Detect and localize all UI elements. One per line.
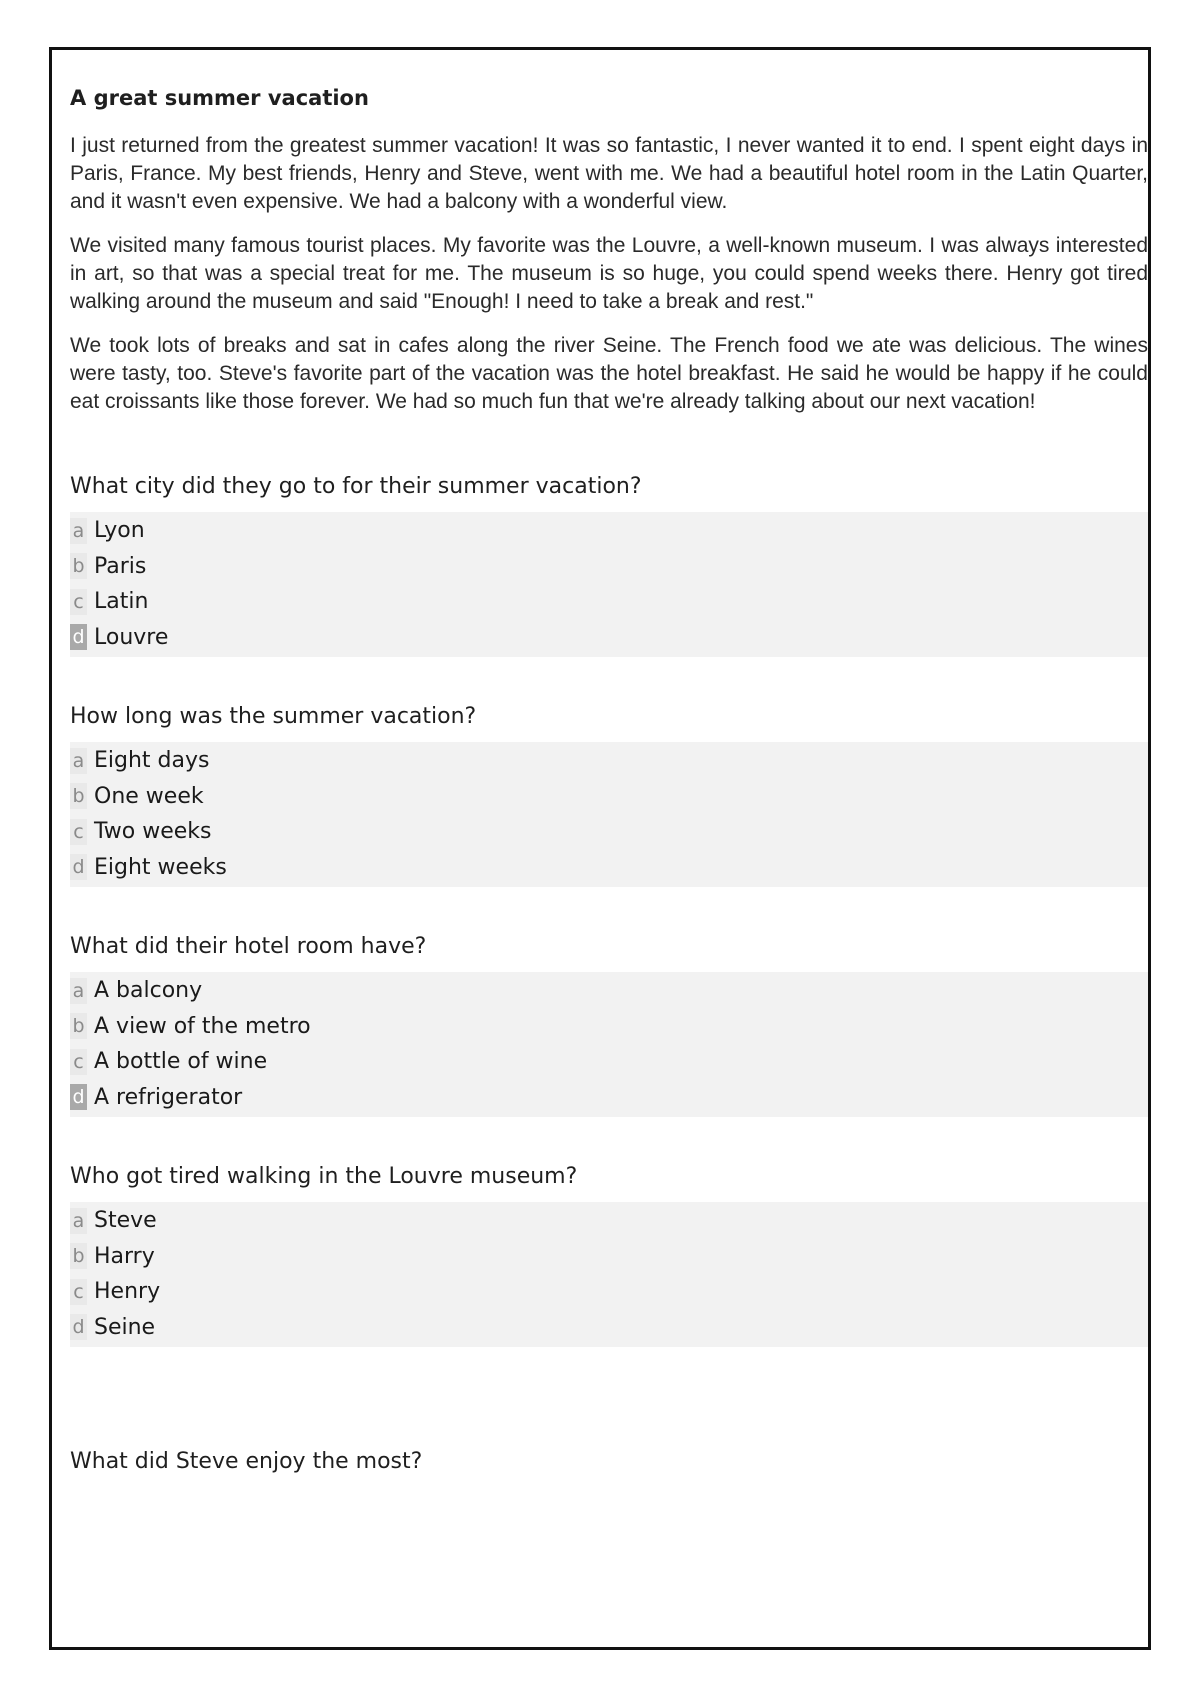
option-text: Harry xyxy=(94,1243,155,1269)
answer-option-d[interactable] xyxy=(70,620,1148,656)
answer-option-a[interactable] xyxy=(70,743,1148,779)
answer-option-b[interactable] xyxy=(70,549,1148,585)
option-letter: d xyxy=(70,854,87,880)
passage-paragraph: We visited many famous tourist places. My favorite was the Louvre, a well-known museum. I was always interested in art, so that was a special treat for me. The museum is so huge, you could spend weeks there. Henry got tired walking around the museum and said "Enough! I need to take a break and rest." xyxy=(70,234,1148,313)
option-letter: c xyxy=(70,1279,87,1305)
option-text: A view of the metro xyxy=(94,1013,311,1039)
option-text: Seine xyxy=(94,1314,156,1340)
option-text: Steve xyxy=(94,1208,157,1234)
answer-option-d[interactable] xyxy=(70,1310,1148,1346)
answer-option-a[interactable] xyxy=(70,973,1148,1009)
passage-paragraph: I just returned from the greatest summer vacation! It was so fantastic, I never wanted it to end. I spent eight days in Paris, France. My best friends, Henry and Steve, went with me. We had a beautiful hotel room in the Latin Quarter, and it wasn't even expensive. We had a balcony with a wonderful view. xyxy=(70,134,1148,213)
option-text: Lyon xyxy=(94,518,145,544)
option-text: Louvre xyxy=(94,624,169,650)
option-letter: c xyxy=(70,819,87,845)
question-5 xyxy=(70,1447,1148,1477)
question-text: What did Steve enjoy the most? xyxy=(70,1449,423,1474)
option-text: A bottle of wine xyxy=(94,1049,268,1075)
option-letter: b xyxy=(70,1013,87,1039)
answer-option-c[interactable] xyxy=(70,814,1148,850)
answer-option-c[interactable] xyxy=(70,584,1148,620)
option-letter: d xyxy=(70,1084,87,1110)
passage-title: A great summer vacation xyxy=(70,86,369,110)
option-letter: c xyxy=(70,589,87,615)
question-text: How long was the summer vacation? xyxy=(70,704,477,729)
answer-option-b[interactable] xyxy=(70,779,1148,815)
answer-options xyxy=(70,972,1148,1117)
option-text: Eight days xyxy=(94,748,210,774)
option-text: Eight weeks xyxy=(94,854,227,880)
answer-option-a[interactable] xyxy=(70,513,1148,549)
worksheet-content xyxy=(70,82,1148,1487)
passage-paragraph: We took lots of breaks and sat in cafes along the river Seine. The French food we ate was delicious. The wines were tasty, too. Steve's favorite part of the vacation was the hotel breakfast. He said he would be happy if he could eat croissants like those forever. We had so much fun that we're already talking about our next vacation! xyxy=(70,334,1148,413)
option-letter: b xyxy=(70,1243,87,1269)
option-letter: a xyxy=(70,978,87,1004)
option-letter: a xyxy=(70,518,87,544)
answer-option-b[interactable] xyxy=(70,1239,1148,1275)
question-4 xyxy=(70,1162,1148,1347)
answer-option-d[interactable] xyxy=(70,1080,1148,1116)
question-text: What city did they go to for their summer vacation? xyxy=(70,474,642,499)
option-text: Paris xyxy=(94,553,147,579)
answer-option-c[interactable] xyxy=(70,1274,1148,1310)
question-1 xyxy=(70,472,1148,657)
option-text: A balcony xyxy=(94,978,203,1004)
answer-option-a[interactable] xyxy=(70,1203,1148,1239)
answer-option-b[interactable] xyxy=(70,1009,1148,1045)
answer-option-d[interactable] xyxy=(70,850,1148,886)
option-letter: a xyxy=(70,748,87,774)
option-letter: b xyxy=(70,783,87,809)
option-letter: d xyxy=(70,624,87,650)
answer-options xyxy=(70,512,1148,657)
question-2 xyxy=(70,702,1148,887)
option-text: Henry xyxy=(94,1279,161,1305)
option-letter: d xyxy=(70,1314,87,1340)
option-text: Latin xyxy=(94,589,149,615)
option-text: A refrigerator xyxy=(94,1084,243,1110)
answer-options xyxy=(70,1202,1148,1347)
option-letter: c xyxy=(70,1049,87,1075)
answer-option-c[interactable] xyxy=(70,1044,1148,1080)
question-text: What did their hotel room have? xyxy=(70,934,427,959)
option-letter: a xyxy=(70,1208,87,1234)
option-letter: b xyxy=(70,553,87,579)
question-text: Who got tired walking in the Louvre museum? xyxy=(70,1164,578,1189)
option-text: Two weeks xyxy=(94,819,212,845)
answer-options xyxy=(70,742,1148,887)
reading-passage xyxy=(70,82,1148,416)
question-3 xyxy=(70,932,1148,1117)
option-text: One week xyxy=(94,783,204,809)
